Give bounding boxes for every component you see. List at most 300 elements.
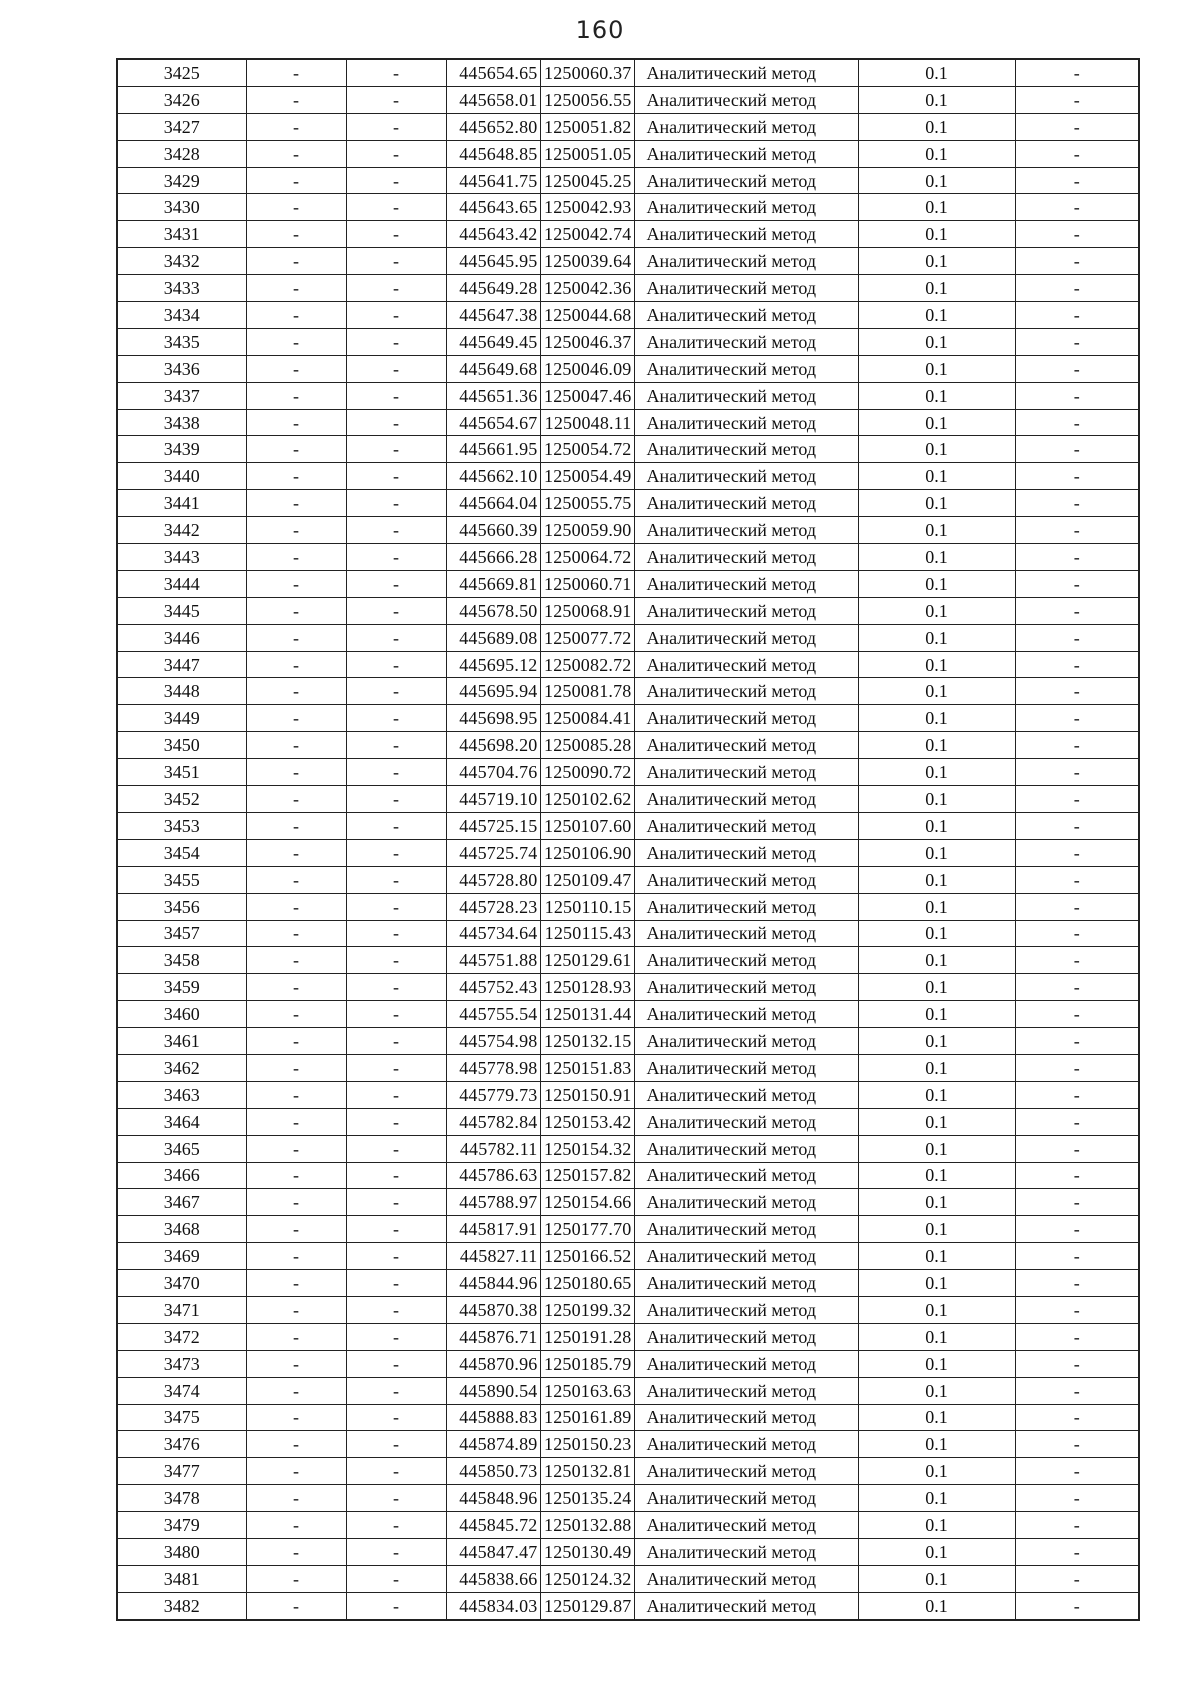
empty-cell: - — [246, 382, 346, 409]
table-row — [117, 1054, 1139, 1081]
empty-cell: - — [246, 1485, 346, 1512]
method-cell: Аналитический метод — [634, 328, 858, 355]
point-number-cell: 3468 — [117, 1216, 246, 1243]
empty-cell: - — [246, 275, 346, 302]
table-row — [117, 1189, 1139, 1216]
empty-cell: - — [246, 59, 346, 86]
x-coordinate-cell: 445728.23 — [446, 893, 540, 920]
empty-cell: - — [346, 1001, 446, 1028]
point-number-cell: 3466 — [117, 1162, 246, 1189]
method-cell: Аналитический метод — [634, 1243, 858, 1270]
y-coordinate-cell: 1250084.41 — [540, 705, 634, 732]
empty-cell: - — [246, 1054, 346, 1081]
empty-cell: - — [246, 1323, 346, 1350]
point-number-cell: 3427 — [117, 113, 246, 140]
note-cell: - — [1015, 597, 1139, 624]
x-coordinate-cell: 445698.95 — [446, 705, 540, 732]
accuracy-cell: 0.1 — [858, 328, 1015, 355]
note-cell: - — [1015, 382, 1139, 409]
accuracy-cell: 0.1 — [858, 544, 1015, 571]
point-number-cell: 3461 — [117, 1028, 246, 1055]
table-row — [117, 86, 1139, 113]
accuracy-cell: 0.1 — [858, 463, 1015, 490]
y-coordinate-cell: 1250051.05 — [540, 140, 634, 167]
x-coordinate-cell: 445695.12 — [446, 651, 540, 678]
y-coordinate-cell: 1250191.28 — [540, 1323, 634, 1350]
table-row — [117, 732, 1139, 759]
method-cell: Аналитический метод — [634, 302, 858, 329]
point-number-cell: 3437 — [117, 382, 246, 409]
x-coordinate-cell: 445651.36 — [446, 382, 540, 409]
y-coordinate-cell: 1250129.61 — [540, 947, 634, 974]
method-cell: Аналитический метод — [634, 786, 858, 813]
y-coordinate-cell: 1250056.55 — [540, 86, 634, 113]
empty-cell: - — [246, 597, 346, 624]
table-row — [117, 651, 1139, 678]
empty-cell: - — [346, 1162, 446, 1189]
empty-cell: - — [246, 1081, 346, 1108]
point-number-cell: 3472 — [117, 1323, 246, 1350]
empty-cell: - — [346, 1135, 446, 1162]
x-coordinate-cell: 445678.50 — [446, 597, 540, 624]
x-coordinate-cell: 445834.03 — [446, 1592, 540, 1619]
point-number-cell: 3432 — [117, 248, 246, 275]
y-coordinate-cell: 1250150.91 — [540, 1081, 634, 1108]
x-coordinate-cell: 445641.75 — [446, 167, 540, 194]
y-coordinate-cell: 1250132.88 — [540, 1512, 634, 1539]
x-coordinate-cell: 445734.64 — [446, 920, 540, 947]
point-number-cell: 3425 — [117, 59, 246, 86]
table-row — [117, 221, 1139, 248]
point-number-cell: 3465 — [117, 1135, 246, 1162]
note-cell: - — [1015, 1243, 1139, 1270]
table-row — [117, 113, 1139, 140]
x-coordinate-cell: 445888.83 — [446, 1404, 540, 1431]
method-cell: Аналитический метод — [634, 1135, 858, 1162]
accuracy-cell: 0.1 — [858, 1108, 1015, 1135]
y-coordinate-cell: 1250081.78 — [540, 678, 634, 705]
method-cell: Аналитический метод — [634, 1485, 858, 1512]
y-coordinate-cell: 1250107.60 — [540, 812, 634, 839]
table-row — [117, 839, 1139, 866]
note-cell: - — [1015, 786, 1139, 813]
y-coordinate-cell: 1250042.93 — [540, 194, 634, 221]
note-cell: - — [1015, 759, 1139, 786]
note-cell: - — [1015, 544, 1139, 571]
empty-cell: - — [246, 570, 346, 597]
accuracy-cell: 0.1 — [858, 302, 1015, 329]
table-row — [117, 248, 1139, 275]
accuracy-cell: 0.1 — [858, 409, 1015, 436]
y-coordinate-cell: 1250157.82 — [540, 1162, 634, 1189]
x-coordinate-cell: 445848.96 — [446, 1485, 540, 1512]
x-coordinate-cell: 445752.43 — [446, 974, 540, 1001]
x-coordinate-cell: 445649.28 — [446, 275, 540, 302]
x-coordinate-cell: 445652.80 — [446, 113, 540, 140]
note-cell: - — [1015, 1538, 1139, 1565]
point-number-cell: 3454 — [117, 839, 246, 866]
empty-cell: - — [346, 1108, 446, 1135]
method-cell: Аналитический метод — [634, 678, 858, 705]
method-cell: Аналитический метод — [634, 1108, 858, 1135]
y-coordinate-cell: 1250154.66 — [540, 1189, 634, 1216]
y-coordinate-cell: 1250090.72 — [540, 759, 634, 786]
table-row — [117, 382, 1139, 409]
point-number-cell: 3434 — [117, 302, 246, 329]
empty-cell: - — [346, 1565, 446, 1592]
point-number-cell: 3482 — [117, 1592, 246, 1619]
accuracy-cell: 0.1 — [858, 1001, 1015, 1028]
accuracy-cell: 0.1 — [858, 651, 1015, 678]
empty-cell: - — [346, 490, 446, 517]
table-row — [117, 167, 1139, 194]
empty-cell: - — [246, 1377, 346, 1404]
table-row — [117, 866, 1139, 893]
method-cell: Аналитический метод — [634, 355, 858, 382]
x-coordinate-cell: 445658.01 — [446, 86, 540, 113]
empty-cell: - — [346, 194, 446, 221]
accuracy-cell: 0.1 — [858, 248, 1015, 275]
point-number-cell: 3436 — [117, 355, 246, 382]
point-number-cell: 3458 — [117, 947, 246, 974]
accuracy-cell: 0.1 — [858, 1458, 1015, 1485]
note-cell: - — [1015, 920, 1139, 947]
table-row — [117, 463, 1139, 490]
accuracy-cell: 0.1 — [858, 1135, 1015, 1162]
method-cell: Аналитический метод — [634, 812, 858, 839]
note-cell: - — [1015, 866, 1139, 893]
accuracy-cell: 0.1 — [858, 1216, 1015, 1243]
accuracy-cell: 0.1 — [858, 893, 1015, 920]
accuracy-cell: 0.1 — [858, 1081, 1015, 1108]
accuracy-cell: 0.1 — [858, 947, 1015, 974]
note-cell: - — [1015, 1001, 1139, 1028]
empty-cell: - — [346, 382, 446, 409]
accuracy-cell: 0.1 — [858, 705, 1015, 732]
x-coordinate-cell: 445649.45 — [446, 328, 540, 355]
note-cell: - — [1015, 651, 1139, 678]
method-cell: Аналитический метод — [634, 1216, 858, 1243]
empty-cell: - — [246, 812, 346, 839]
method-cell: Аналитический метод — [634, 1296, 858, 1323]
method-cell: Аналитический метод — [634, 194, 858, 221]
empty-cell: - — [346, 328, 446, 355]
point-number-cell: 3429 — [117, 167, 246, 194]
table-row — [117, 517, 1139, 544]
x-coordinate-cell: 445664.04 — [446, 490, 540, 517]
x-coordinate-cell: 445689.08 — [446, 624, 540, 651]
note-cell: - — [1015, 1458, 1139, 1485]
method-cell: Аналитический метод — [634, 947, 858, 974]
note-cell: - — [1015, 1028, 1139, 1055]
method-cell: Аналитический метод — [634, 1538, 858, 1565]
note-cell: - — [1015, 893, 1139, 920]
point-number-cell: 3480 — [117, 1538, 246, 1565]
point-number-cell: 3457 — [117, 920, 246, 947]
empty-cell: - — [246, 248, 346, 275]
accuracy-cell: 0.1 — [858, 1538, 1015, 1565]
accuracy-cell: 0.1 — [858, 1565, 1015, 1592]
y-coordinate-cell: 1250042.36 — [540, 275, 634, 302]
empty-cell: - — [246, 1135, 346, 1162]
empty-cell: - — [346, 759, 446, 786]
note-cell: - — [1015, 167, 1139, 194]
accuracy-cell: 0.1 — [858, 1189, 1015, 1216]
empty-cell: - — [346, 866, 446, 893]
x-coordinate-cell: 445782.11 — [446, 1135, 540, 1162]
method-cell: Аналитический метод — [634, 732, 858, 759]
note-cell: - — [1015, 1135, 1139, 1162]
note-cell: - — [1015, 624, 1139, 651]
x-coordinate-cell: 445698.20 — [446, 732, 540, 759]
empty-cell: - — [346, 1270, 446, 1297]
accuracy-cell: 0.1 — [858, 194, 1015, 221]
empty-cell: - — [346, 517, 446, 544]
point-number-cell: 3475 — [117, 1404, 246, 1431]
y-coordinate-cell: 1250154.32 — [540, 1135, 634, 1162]
y-coordinate-cell: 1250082.72 — [540, 651, 634, 678]
empty-cell: - — [346, 732, 446, 759]
empty-cell: - — [346, 920, 446, 947]
point-number-cell: 3473 — [117, 1350, 246, 1377]
point-number-cell: 3430 — [117, 194, 246, 221]
table-row — [117, 597, 1139, 624]
empty-cell: - — [246, 624, 346, 651]
accuracy-cell: 0.1 — [858, 221, 1015, 248]
x-coordinate-cell: 445845.72 — [446, 1512, 540, 1539]
method-cell: Аналитический метод — [634, 1054, 858, 1081]
table-row — [117, 436, 1139, 463]
empty-cell: - — [346, 786, 446, 813]
accuracy-cell: 0.1 — [858, 1512, 1015, 1539]
accuracy-cell: 0.1 — [858, 382, 1015, 409]
x-coordinate-cell: 445850.73 — [446, 1458, 540, 1485]
point-number-cell: 3440 — [117, 463, 246, 490]
empty-cell: - — [346, 140, 446, 167]
y-coordinate-cell: 1250115.43 — [540, 920, 634, 947]
empty-cell: - — [346, 651, 446, 678]
point-number-cell: 3453 — [117, 812, 246, 839]
x-coordinate-cell: 445782.84 — [446, 1108, 540, 1135]
note-cell: - — [1015, 1350, 1139, 1377]
table-row — [117, 1216, 1139, 1243]
point-number-cell: 3452 — [117, 786, 246, 813]
note-cell: - — [1015, 328, 1139, 355]
note-cell: - — [1015, 839, 1139, 866]
empty-cell: - — [246, 839, 346, 866]
y-coordinate-cell: 1250054.49 — [540, 463, 634, 490]
note-cell: - — [1015, 517, 1139, 544]
point-number-cell: 3459 — [117, 974, 246, 1001]
empty-cell: - — [346, 812, 446, 839]
y-coordinate-cell: 1250059.90 — [540, 517, 634, 544]
accuracy-cell: 0.1 — [858, 1592, 1015, 1619]
method-cell: Аналитический метод — [634, 113, 858, 140]
accuracy-cell: 0.1 — [858, 167, 1015, 194]
y-coordinate-cell: 1250039.64 — [540, 248, 634, 275]
table-row — [117, 1350, 1139, 1377]
x-coordinate-cell: 445844.96 — [446, 1270, 540, 1297]
point-number-cell: 3467 — [117, 1189, 246, 1216]
method-cell: Аналитический метод — [634, 1565, 858, 1592]
method-cell: Аналитический метод — [634, 167, 858, 194]
accuracy-cell: 0.1 — [858, 140, 1015, 167]
x-coordinate-cell: 445654.65 — [446, 59, 540, 86]
empty-cell: - — [246, 947, 346, 974]
note-cell: - — [1015, 1081, 1139, 1108]
y-coordinate-cell: 1250068.91 — [540, 597, 634, 624]
note-cell: - — [1015, 732, 1139, 759]
x-coordinate-cell: 445870.96 — [446, 1350, 540, 1377]
empty-cell: - — [246, 974, 346, 1001]
y-coordinate-cell: 1250042.74 — [540, 221, 634, 248]
point-number-cell: 3470 — [117, 1270, 246, 1297]
accuracy-cell: 0.1 — [858, 355, 1015, 382]
empty-cell: - — [246, 678, 346, 705]
y-coordinate-cell: 1250051.82 — [540, 113, 634, 140]
note-cell: - — [1015, 1404, 1139, 1431]
note-cell: - — [1015, 1485, 1139, 1512]
empty-cell: - — [246, 1270, 346, 1297]
y-coordinate-cell: 1250060.71 — [540, 570, 634, 597]
table-row — [117, 1458, 1139, 1485]
method-cell: Аналитический метод — [634, 1189, 858, 1216]
note-cell: - — [1015, 113, 1139, 140]
x-coordinate-cell: 445660.39 — [446, 517, 540, 544]
empty-cell: - — [346, 1404, 446, 1431]
empty-cell: - — [346, 839, 446, 866]
empty-cell: - — [346, 167, 446, 194]
coordinates-table — [116, 58, 1140, 1621]
note-cell: - — [1015, 1162, 1139, 1189]
method-cell: Аналитический метод — [634, 463, 858, 490]
empty-cell: - — [246, 221, 346, 248]
accuracy-cell: 0.1 — [858, 1054, 1015, 1081]
point-number-cell: 3442 — [117, 517, 246, 544]
table-row — [117, 275, 1139, 302]
empty-cell: - — [346, 597, 446, 624]
table-row — [117, 1270, 1139, 1297]
point-number-cell: 3451 — [117, 759, 246, 786]
note-cell: - — [1015, 275, 1139, 302]
accuracy-cell: 0.1 — [858, 59, 1015, 86]
note-cell: - — [1015, 678, 1139, 705]
accuracy-cell: 0.1 — [858, 920, 1015, 947]
empty-cell: - — [246, 1028, 346, 1055]
y-coordinate-cell: 1250150.23 — [540, 1431, 634, 1458]
point-number-cell: 3449 — [117, 705, 246, 732]
table-row — [117, 409, 1139, 436]
note-cell: - — [1015, 1296, 1139, 1323]
table-row — [117, 1404, 1139, 1431]
table-row — [117, 1431, 1139, 1458]
empty-cell: - — [346, 1243, 446, 1270]
y-coordinate-cell: 1250128.93 — [540, 974, 634, 1001]
y-coordinate-cell: 1250153.42 — [540, 1108, 634, 1135]
x-coordinate-cell: 445719.10 — [446, 786, 540, 813]
x-coordinate-cell: 445778.98 — [446, 1054, 540, 1081]
x-coordinate-cell: 445755.54 — [446, 1001, 540, 1028]
point-number-cell: 3456 — [117, 893, 246, 920]
empty-cell: - — [346, 463, 446, 490]
empty-cell: - — [246, 544, 346, 571]
method-cell: Аналитический метод — [634, 920, 858, 947]
point-number-cell: 3463 — [117, 1081, 246, 1108]
note-cell: - — [1015, 1216, 1139, 1243]
accuracy-cell: 0.1 — [858, 839, 1015, 866]
x-coordinate-cell: 445838.66 — [446, 1565, 540, 1592]
table-row — [117, 59, 1139, 86]
note-cell: - — [1015, 302, 1139, 329]
table-row — [117, 893, 1139, 920]
empty-cell: - — [246, 1243, 346, 1270]
x-coordinate-cell: 445870.38 — [446, 1296, 540, 1323]
x-coordinate-cell: 445661.95 — [446, 436, 540, 463]
y-coordinate-cell: 1250177.70 — [540, 1216, 634, 1243]
empty-cell: - — [346, 248, 446, 275]
empty-cell: - — [246, 1592, 346, 1619]
table-row — [117, 140, 1139, 167]
note-cell: - — [1015, 1377, 1139, 1404]
method-cell: Аналитический метод — [634, 759, 858, 786]
x-coordinate-cell: 445827.11 — [446, 1243, 540, 1270]
empty-cell: - — [346, 1485, 446, 1512]
table-row — [117, 1512, 1139, 1539]
table-row — [117, 1108, 1139, 1135]
method-cell: Аналитический метод — [634, 544, 858, 571]
empty-cell: - — [246, 86, 346, 113]
note-cell: - — [1015, 1323, 1139, 1350]
y-coordinate-cell: 1250045.25 — [540, 167, 634, 194]
method-cell: Аналитический метод — [634, 59, 858, 86]
empty-cell: - — [246, 1458, 346, 1485]
method-cell: Аналитический метод — [634, 1001, 858, 1028]
point-number-cell: 3460 — [117, 1001, 246, 1028]
method-cell: Аналитический метод — [634, 1592, 858, 1619]
accuracy-cell: 0.1 — [858, 570, 1015, 597]
table-row — [117, 1323, 1139, 1350]
accuracy-cell: 0.1 — [858, 1243, 1015, 1270]
x-coordinate-cell: 445648.85 — [446, 140, 540, 167]
accuracy-cell: 0.1 — [858, 1323, 1015, 1350]
empty-cell: - — [346, 221, 446, 248]
accuracy-cell: 0.1 — [858, 113, 1015, 140]
empty-cell: - — [346, 678, 446, 705]
method-cell: Аналитический метод — [634, 570, 858, 597]
accuracy-cell: 0.1 — [858, 1350, 1015, 1377]
empty-cell: - — [246, 140, 346, 167]
method-cell: Аналитический метод — [634, 517, 858, 544]
accuracy-cell: 0.1 — [858, 1162, 1015, 1189]
note-cell: - — [1015, 86, 1139, 113]
y-coordinate-cell: 1250131.44 — [540, 1001, 634, 1028]
x-coordinate-cell: 445647.38 — [446, 302, 540, 329]
method-cell: Аналитический метод — [634, 1081, 858, 1108]
table-row — [117, 1296, 1139, 1323]
y-coordinate-cell: 1250047.46 — [540, 382, 634, 409]
method-cell: Аналитический метод — [634, 1458, 858, 1485]
table-row — [117, 1162, 1139, 1189]
note-cell: - — [1015, 1270, 1139, 1297]
point-number-cell: 3438 — [117, 409, 246, 436]
point-number-cell: 3447 — [117, 651, 246, 678]
note-cell: - — [1015, 570, 1139, 597]
empty-cell: - — [346, 355, 446, 382]
y-coordinate-cell: 1250055.75 — [540, 490, 634, 517]
method-cell: Аналитический метод — [634, 705, 858, 732]
table-row — [117, 1081, 1139, 1108]
method-cell: Аналитический метод — [634, 839, 858, 866]
